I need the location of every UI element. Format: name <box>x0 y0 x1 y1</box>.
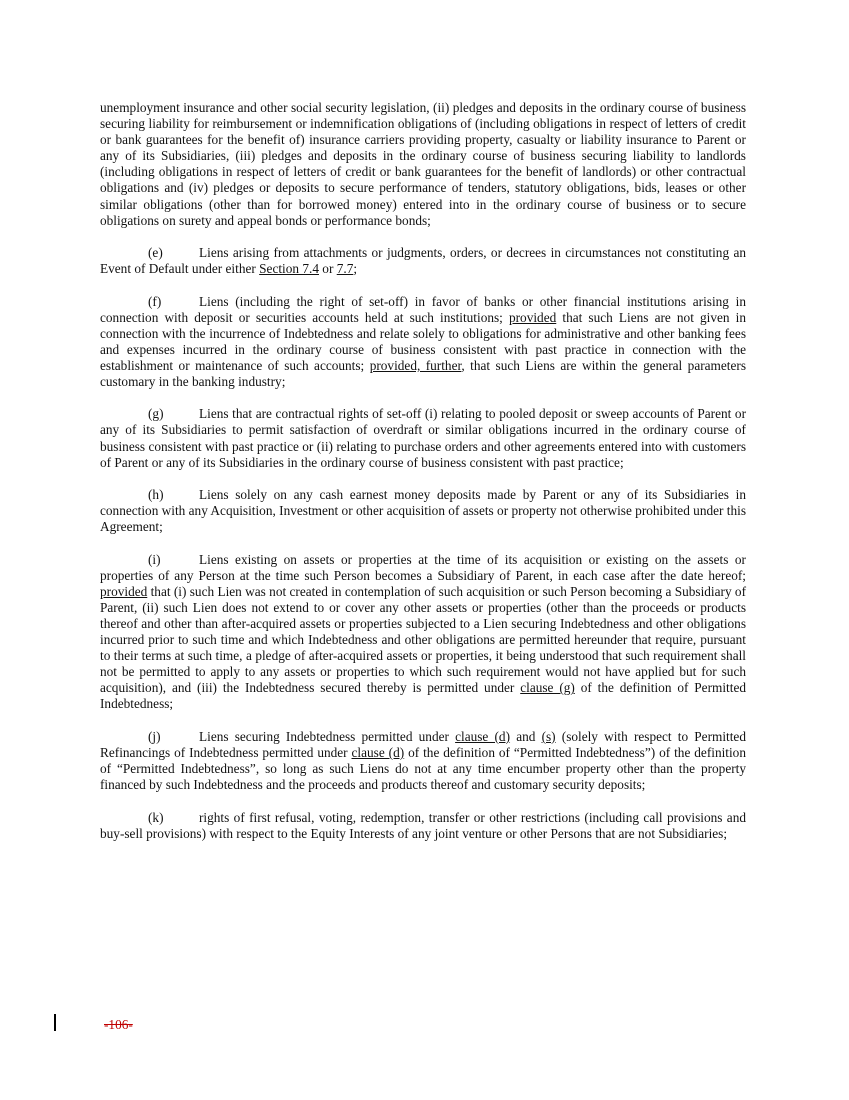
underlined-term: provided, further <box>369 357 462 373</box>
clause-g: (g) Liens that are contractual rights of set-off (i) relating to pooled deposit or sweep accounts of Parent or any of its Subsidiaries to permit satisfaction of overdraft or similar obligations incurred in the ordinary course of business consistent with past practice or (ii) relating to purchase orders and other agreements entered into with customers of Parent or any of its Subsidiaries in the ordinary course of business consistent with past practice; <box>100 406 746 470</box>
clause-f: (f) Liens (including the right of set-off) in favor of banks or other financial institutions arising in connection with deposit or securities accounts held at such institutions; provided that such Liens are not given in connection with the incurrence of Indebtedness and relate solely to obligations for administrative and other banking fees and expenses incurred in the ordinary course of business consistent with past practice in connection with the establishment or maintenance of such accounts; provided, further, that such Liens are within the general parameters customary in the banking industry; <box>100 293 747 389</box>
clause-label: (j) <box>148 728 161 744</box>
clause-k: (k) rights of first refusal, voting, redemption, transfer or other restrictions (including call provisions and buy-sell provisions) with respect to the Equity Interests of any joint venture or other Persons that are not Subsidiaries; <box>100 809 746 841</box>
clause-reference-link[interactable]: (s) <box>541 728 556 744</box>
clause-label: (i) <box>148 551 161 567</box>
clause-i: (i) Liens existing on assets or properties at the time of its acquisition or existing on the assets or properties of any Person at the time such Person becomes a Subsidiary of Parent, in each case after the date hereof; provided that (i) such Lien was not created in contemplation of such acquisition or such Person becoming a Subsidiary of Parent, (ii) such Lien does not extend to or cover any other assets or properties (other than the proceeds or products thereof and other than after-acquired assets or properties subjected to a Lien securing Indebtedness and other obligations incurred prior to such time and which Indebtedness and other obligations are permitted hereunder that require, pursuant to their terms at such time, a pledge of after-acquired assets or properties, it being understood that such requirement shall not be permitted to apply to any assets or properties to which such requirement would not have applied but for such acquisition), and (iii) the Indebtedness secured thereby is permitted under clause (g) of the definition of Permitted Indebtedness; <box>100 551 746 712</box>
clause-label: (e) <box>148 245 163 261</box>
revision-change-bar <box>54 1014 56 1031</box>
clause-e: (e) Liens arising from attachments or judgments, orders, or decrees in circumstances not constituting an Event of Default under either Section 7.4 or 7.7; <box>100 245 746 277</box>
paragraph-continuation: unemployment insurance and other social security legislation, (ii) pledges and deposits in the ordinary course of business securing liability for reimbursement or indemnification obligations of (including obligations in respect of letters of credit or bank guarantees for the benefit of) insurance carriers providing property, casualty or liability insurance to Parent or any of its Subsidiaries, (iii) pledges and deposits in the ordinary course of business securing liability to landlords (including obligations in respect of letters of credit or bank guarantees for the benefit of landlords) or other contractual obligations and (iv) pledges or deposits to secure performance of tenders, statutory obligations, bids, leases or other similar obligations (other than for borrowed money) entered into in the ordinary course of business or to secure obligations on surety and appeal bonds or performance bonds; <box>100 100 746 228</box>
page-number: -106- <box>104 1017 133 1032</box>
clause-reference-link[interactable]: clause (d) <box>351 744 405 760</box>
underlined-term: provided <box>508 309 557 325</box>
underlined-term: provided <box>100 583 148 599</box>
clause-reference-link[interactable]: clause (d) <box>455 728 511 744</box>
clause-reference-link[interactable]: clause (g) <box>520 680 575 696</box>
section-reference-link[interactable]: Section 7.4 <box>259 261 319 277</box>
clause-h: (h) Liens solely on any cash earnest money deposits made by Parent or any of its Subsidiaries in connection with any Acquisition, Investment or other acquisition of assets or property not otherwise prohibited under this Agreement; <box>100 487 746 535</box>
clause-label: (h) <box>148 487 164 503</box>
clause-j: (j) Liens securing Indebtedness permitted under clause (d) and (s) (solely with respect to Permitted Refinancings of Indebtedness permitted under clause (d) of the definition of “Permitted Indebtedness”) of the definition of “Permitted Indebtedness”, so long as such Liens do not at any time encumber property other than the property financed by such Indebtedness and the proceeds and products thereof and customary security deposits; <box>100 728 746 793</box>
section-reference-link[interactable]: 7.7 <box>336 261 354 277</box>
clause-label: (f) <box>148 293 162 309</box>
clause-label: (k) <box>148 809 164 825</box>
clause-label: (g) <box>148 406 164 422</box>
document-page <box>100 100 746 858</box>
